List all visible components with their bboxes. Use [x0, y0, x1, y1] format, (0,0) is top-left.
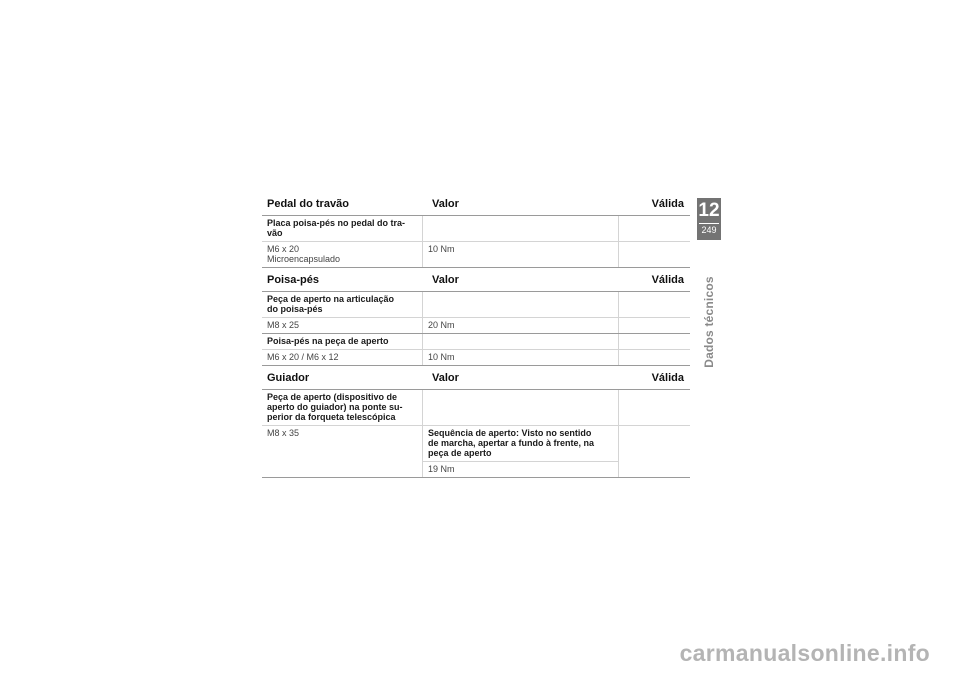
header-valid: Válida	[651, 198, 684, 210]
table-row	[262, 216, 690, 242]
table-row	[262, 334, 690, 350]
valid-cell	[618, 318, 690, 333]
header-valid: Válida	[651, 372, 684, 384]
table-row	[262, 350, 690, 366]
value-cell: 19 Nm	[428, 464, 455, 474]
value-cell	[422, 292, 618, 317]
part-cell: M8 x 35	[267, 428, 300, 438]
header-part: Poisa-pés	[267, 274, 319, 286]
value-cell	[422, 216, 618, 241]
header-valid: Válida	[651, 274, 684, 286]
valid-cell	[618, 292, 690, 317]
valid-cell	[618, 350, 690, 365]
page-number: 249	[701, 225, 717, 235]
table-row	[262, 426, 690, 478]
section-header-footrest	[262, 268, 690, 292]
chapter-number: 12	[698, 200, 720, 221]
header-value: Valor	[432, 198, 459, 210]
chapter-title: Dados técnicos	[702, 276, 716, 368]
table-row	[262, 292, 690, 318]
value-cell: 20 Nm	[422, 318, 618, 333]
table-row	[262, 318, 690, 334]
part-cell: M8 x 25	[267, 320, 300, 330]
part-cell: Peça de aperto na articulação do poisa-pés	[267, 294, 395, 314]
header-value: Valor	[432, 372, 459, 384]
header-part: Pedal do travão	[267, 198, 349, 210]
part-cell: M6 x 20 Microencapsulado	[267, 244, 341, 264]
section-header-brake-pedal	[262, 194, 690, 216]
watermark: carmanualsonline.info	[679, 640, 930, 666]
tightening-note: Sequência de aperto: Visto no sentido de marcha, apertar a fundo à frente, na peça de aperto	[423, 426, 618, 462]
chapter-tab-divider	[699, 223, 719, 224]
part-cell: Peça de aperto (dispositivo de aperto do guiador) na ponte su- perior da forqueta telescópica	[267, 392, 403, 422]
valid-cell	[618, 216, 690, 241]
section-header-handlebar	[262, 366, 690, 390]
value-cell: 10 Nm	[422, 350, 618, 365]
chapter-tab	[697, 198, 721, 240]
part-cell: M6 x 20 / M6 x 12	[267, 352, 339, 362]
torque-spec-table	[262, 194, 690, 478]
valid-cell	[618, 390, 690, 425]
valid-cell	[618, 426, 690, 477]
value-cell	[422, 334, 618, 349]
table-row	[262, 242, 690, 268]
value-cell	[422, 390, 618, 425]
value-cell-group	[422, 426, 618, 477]
header-value: Valor	[432, 274, 459, 286]
part-cell: Placa poisa-pés no pedal do tra- vão	[267, 218, 406, 238]
part-cell: Poisa-pés na peça de aperto	[267, 336, 389, 346]
valid-cell	[618, 242, 690, 267]
valid-cell	[618, 334, 690, 349]
table-row	[262, 390, 690, 426]
value-cell: 10 Nm	[422, 242, 618, 267]
header-part: Guiador	[267, 372, 310, 384]
